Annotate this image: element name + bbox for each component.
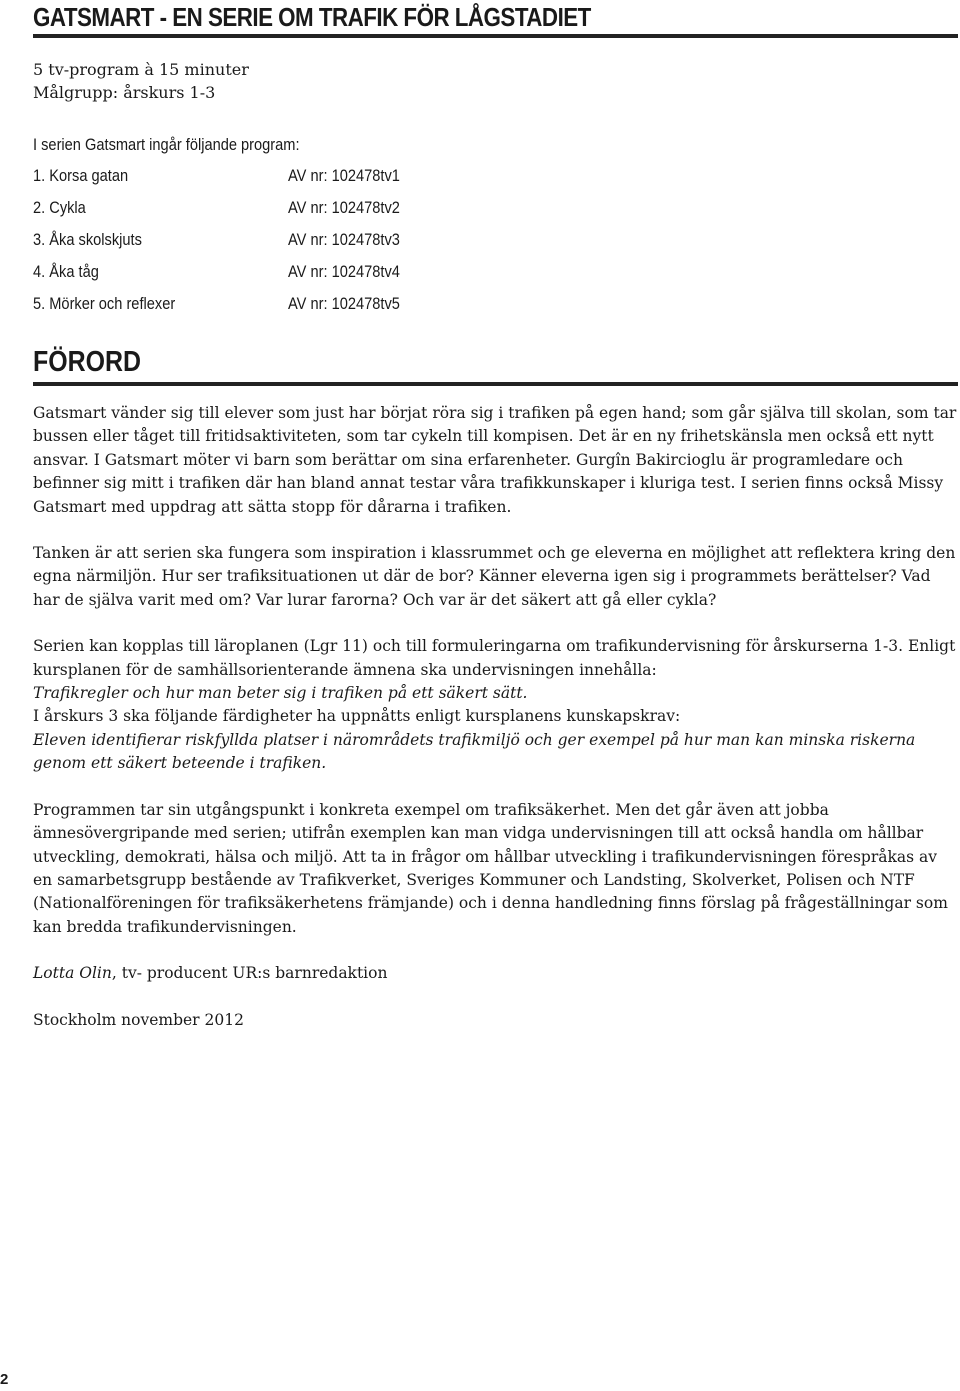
curriculum-quote: Trafikregler och hur man beter sig i trafiken på ett säkert sätt. — [33, 684, 528, 703]
author-name: Lotta Olin — [33, 964, 112, 983]
knowledge-requirement-quote: Eleven identifierar riskfyllda platser i närområdets trafikmiljö och ger exempel på hur man kan minska riskerna genom ett säkert beteende i trafiken. — [33, 730, 916, 773]
episode-info: 5 tv-program à 15 minuter — [33, 60, 249, 79]
page-title: GATSMART - EN SERIE OM TRAFIK FÖR LÅGSTADIET — [33, 2, 591, 32]
foreword-paragraph-5: Programmen tar sin utgångspunkt i konkreta exempel om trafiksäkerhet. Men det går även att jobba ämnesövergripande med serien; utifrån exemplen kan man vidga undervisningen till att också handla om hållbar utveckling, demokrati, hälsa och miljö. Att ta in frågor om hållbar utveckling i trafikundervisningen förespråkas av en samarbetsgrupp bestående av Trafikverket, Sveriges Kommuner och Landsting, Skolverket, Polisen och NTF (Nationalföreningen för trafiksäkerhetens främjande) och i denna handledning finns förslag på frågeställningar som kan bredda trafikundervisningen. — [33, 800, 948, 936]
program-row — [33, 294, 633, 326]
author-role: , tv- producent UR:s barnredaktion — [111, 964, 388, 983]
program-row — [33, 230, 633, 262]
program-row — [33, 262, 633, 294]
program-title: 2. Cykla — [33, 198, 86, 217]
series-intro: I serien Gatsmart ingår följande program: — [33, 135, 300, 154]
program-title: 5. Mörker och reflexer — [33, 294, 176, 313]
foreword-heading: FÖRORD — [33, 346, 142, 378]
foreword-paragraph-1: Gatsmart vänder sig till elever som just har börjat röra sig i trafiken på egen hand; som går själva till skolan, som tar bussen eller tåget till fritidsaktiviteten, som tar cykeln till kompisen. Det är en ny frihetskänsla men också ett nytt ansvar. I Gatsmart möter vi barn som berättar om sina erfarenheter. Gurgîn Bakircioglu är programledare och befinner sig mitt i trafiken där han bland annat testar våra trafikkunskaper i kluriga test. I serien finns också Missy Gatsmart med uppdrag att sätta stopp för dårarna i trafiken. — [33, 404, 957, 516]
foreword-paragraph-2: Tanken är att serien ska fungera som inspiration i klassrummet och ge eleverna en möjlighet att reflektera kring den egna närmiljön. Hur ser trafiksituationen ut där de bor? Känner eleverna igen sig i programmets berättelser? Vad har de själva varit med om? Var lurar farorna? Och var är det säkert att gå eller cykla? — [33, 544, 956, 609]
audience-info: Målgrupp: årskurs 1-3 — [33, 83, 216, 102]
program-av-number: AV nr: 102478tv4 — [288, 262, 400, 281]
program-av-number: AV nr: 102478tv2 — [288, 198, 400, 217]
program-list — [33, 166, 633, 326]
program-av-number: AV nr: 102478tv3 — [288, 230, 400, 249]
program-title: 3. Åka skolskjuts — [33, 230, 142, 249]
program-title: 1. Korsa gatan — [33, 166, 129, 185]
foreword-paragraph-4: I årskurs 3 ska följande färdigheter ha uppnåtts enligt kursplanens kunskapskrav: — [33, 707, 681, 726]
title-rule — [33, 34, 958, 38]
page-number: 2 — [0, 1371, 9, 1388]
signature — [33, 962, 958, 985]
program-row — [33, 166, 633, 198]
place-date: Stockholm november 2012 — [33, 1010, 244, 1029]
foreword-body — [33, 402, 958, 1055]
program-title: 4. Åka tåg — [33, 262, 99, 281]
program-av-number: AV nr: 102478tv1 — [288, 166, 400, 185]
foreword-paragraph-3: Serien kan kopplas till läroplanen (Lgr 11) och till formuleringarna om trafikundervisning för årskurserna 1-3. Enligt kursplanen för de samhällsorienterande ämnena ska undervisningen innehålla: — [33, 637, 956, 679]
program-row — [33, 198, 633, 230]
program-av-number: AV nr: 102478tv5 — [288, 294, 400, 313]
foreword-rule — [33, 382, 958, 386]
